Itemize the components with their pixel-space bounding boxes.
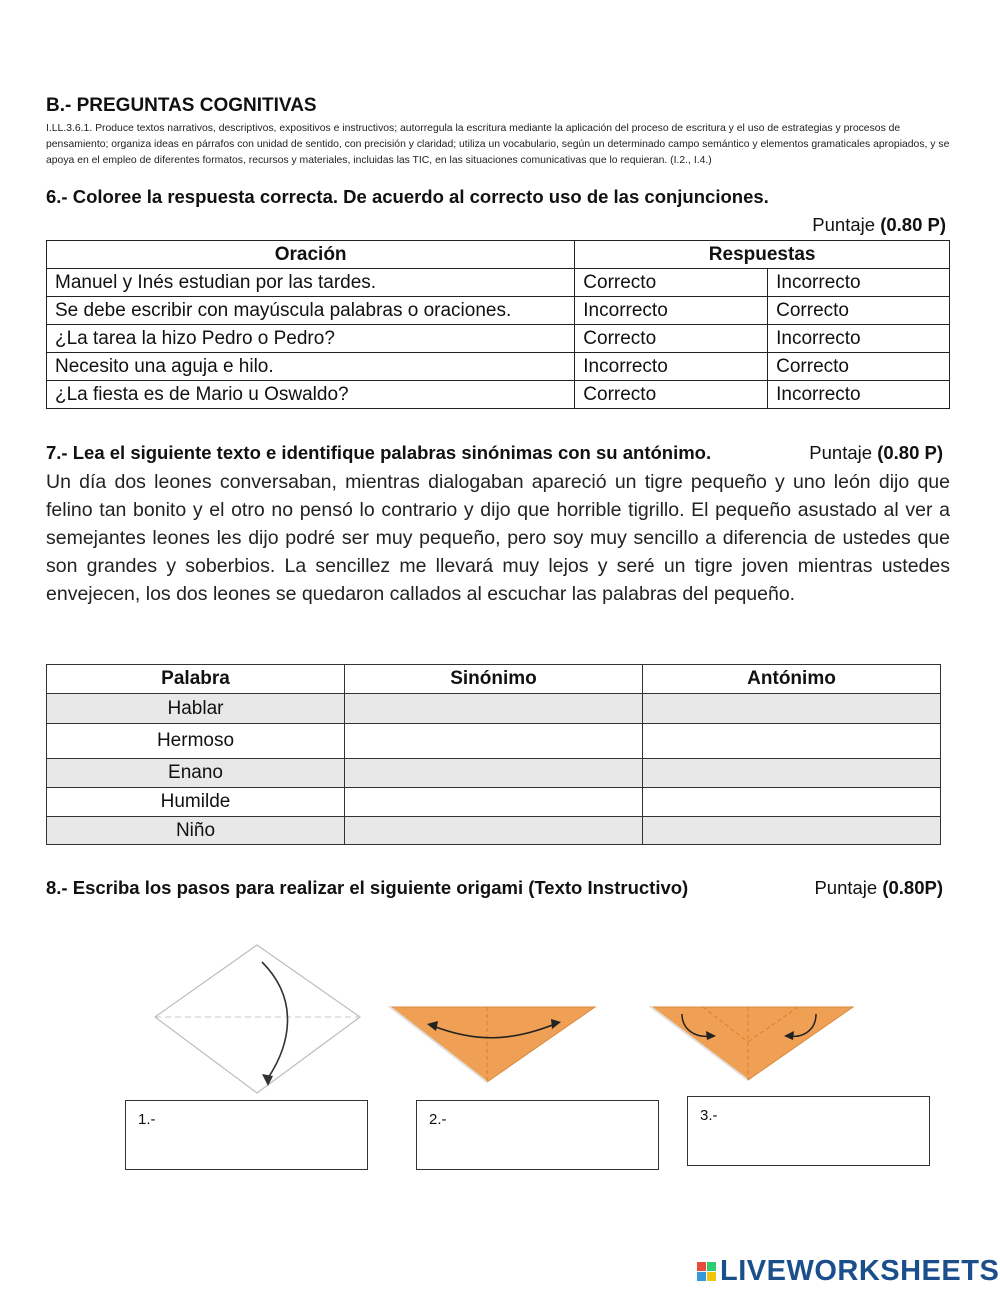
word-cell: Humilde xyxy=(47,788,345,817)
origami-step3-image xyxy=(648,1002,858,1082)
step-1-label: 1.- xyxy=(138,1111,156,1128)
reading-passage: Un día dos leones conversaban, mientras dialogaban apareció un tigre pequeño y uno león dijo que felino tan bonito y el otro no pensó lo contrario y dijo que horrible tigrillo. El pequeño asustado al ver a semejantes leones les dijo podré ser muy pequeño, pero soy muy sencillo a diferencia de ustedes que son grandes y soberbios. La sencillez me llevará muy lejos y seré un tigre joven mientras ustedes envejecen, los dos leones se quedaron callados al escuchar las palabras del pequeño. xyxy=(46,471,950,605)
synonym-input[interactable] xyxy=(345,759,643,788)
answer-option[interactable]: Correcto xyxy=(768,297,950,325)
answer-option[interactable]: Correcto xyxy=(575,269,768,297)
answer-option[interactable]: Correcto xyxy=(575,325,768,353)
word-cell: Niño xyxy=(47,817,345,845)
q7-table xyxy=(46,664,941,845)
q8-score-label: Puntaje xyxy=(814,877,878,898)
q8-score-value: (0.80P) xyxy=(882,877,943,898)
col-sentence-header: Oración xyxy=(47,241,575,269)
word-cell: Enano xyxy=(47,759,345,788)
origami-step2-image xyxy=(385,1002,600,1087)
answer-option[interactable]: Incorrecto xyxy=(768,381,950,409)
sentence-cell: ¿La tarea la hizo Pedro o Pedro? xyxy=(47,325,575,353)
answer-option[interactable]: Correcto xyxy=(575,381,768,409)
answer-option[interactable]: Incorrecto xyxy=(575,297,768,325)
q6-heading: 6.- Coloree la respuesta correcta. De acuerdo al correcto uso de las conjunciones. xyxy=(46,186,769,207)
table-row xyxy=(47,353,950,381)
answer-option[interactable]: Incorrecto xyxy=(768,269,950,297)
antonym-input[interactable] xyxy=(643,759,941,788)
table-row xyxy=(47,759,941,788)
liveworksheets-logo xyxy=(697,1255,999,1288)
q8-heading: 8.- Escriba los pasos para realizar el siguiente origami (Texto Instructivo) xyxy=(46,877,689,898)
q7-score-value: (0.80 P) xyxy=(877,442,943,463)
q6-score xyxy=(812,214,946,236)
word-cell: Hablar xyxy=(47,694,345,724)
col-word-header: Palabra xyxy=(47,665,345,694)
q7-heading: 7.- Lea el siguiente texto e identifique palabras sinónimas con su antónimo. xyxy=(46,442,712,463)
sentence-cell: Se debe escribir con mayúscula palabras o oraciones. xyxy=(47,297,575,325)
q6-score-value: (0.80 P) xyxy=(880,214,946,235)
col-answers-header: Respuestas xyxy=(575,241,950,269)
q7-score-label: Puntaje xyxy=(809,442,873,463)
logo-mark-icon xyxy=(697,1262,716,1281)
step-3-answer-box[interactable] xyxy=(687,1096,930,1166)
antonym-input[interactable] xyxy=(643,724,941,759)
table-row xyxy=(47,817,941,845)
synonym-input[interactable] xyxy=(345,788,643,817)
origami-step1-image xyxy=(150,940,365,1100)
sentence-cell: Manuel y Inés estudian por las tardes. xyxy=(47,269,575,297)
synonym-input[interactable] xyxy=(345,724,643,759)
answer-option[interactable]: Incorrecto xyxy=(575,353,768,381)
step-1-answer-box[interactable] xyxy=(125,1100,368,1170)
q6-score-label: Puntaje xyxy=(812,214,876,235)
sentence-cell: Necesito una aguja e hilo. xyxy=(47,353,575,381)
sentence-cell: ¿La fiesta es de Mario u Oswaldo? xyxy=(47,381,575,409)
antonym-input[interactable] xyxy=(643,817,941,845)
q8-score xyxy=(814,877,943,899)
table-row xyxy=(47,724,941,759)
synonym-input[interactable] xyxy=(345,817,643,845)
synonym-input[interactable] xyxy=(345,694,643,724)
logo-text: LIVEWORKSHEETS xyxy=(720,1255,1000,1287)
q7-score xyxy=(809,442,943,464)
answer-option[interactable]: Incorrecto xyxy=(768,325,950,353)
col-antonym-header: Antónimo xyxy=(643,665,941,694)
table-row xyxy=(47,381,950,409)
antonym-input[interactable] xyxy=(643,694,941,724)
table-row xyxy=(47,269,950,297)
step-2-label: 2.- xyxy=(429,1111,447,1128)
step-3-label: 3.- xyxy=(700,1107,718,1124)
answer-option[interactable]: Correcto xyxy=(768,353,950,381)
section-title: B.- PREGUNTAS COGNITIVAS xyxy=(46,95,317,116)
q6-table xyxy=(46,240,950,409)
table-row xyxy=(47,297,950,325)
antonym-input[interactable] xyxy=(643,788,941,817)
table-row xyxy=(47,694,941,724)
word-cell: Hermoso xyxy=(47,724,345,759)
col-synonym-header: Sinónimo xyxy=(345,665,643,694)
step-2-answer-box[interactable] xyxy=(416,1100,659,1170)
indicator-text: I.LL.3.6.1. Produce textos narrativos, descriptivos, expositivos e instructivos; autorregula la escritura mediante la aplicación del proceso de escritura y el uso de estrategias y procesos de pensamiento; organiza ideas en párrafos con unidad de sentido, con precisión y claridad; utiliza un vocabulario, según un determinado campo semántico y elementos gramaticales apropiados, y se apoya en el empleo de diferentes formatos, recursos y materiales, incluidas las TIC, en las situaciones comunicativas que lo requieran. (I.2., I.4.) xyxy=(46,123,950,166)
table-row xyxy=(47,788,941,817)
table-row xyxy=(47,325,950,353)
